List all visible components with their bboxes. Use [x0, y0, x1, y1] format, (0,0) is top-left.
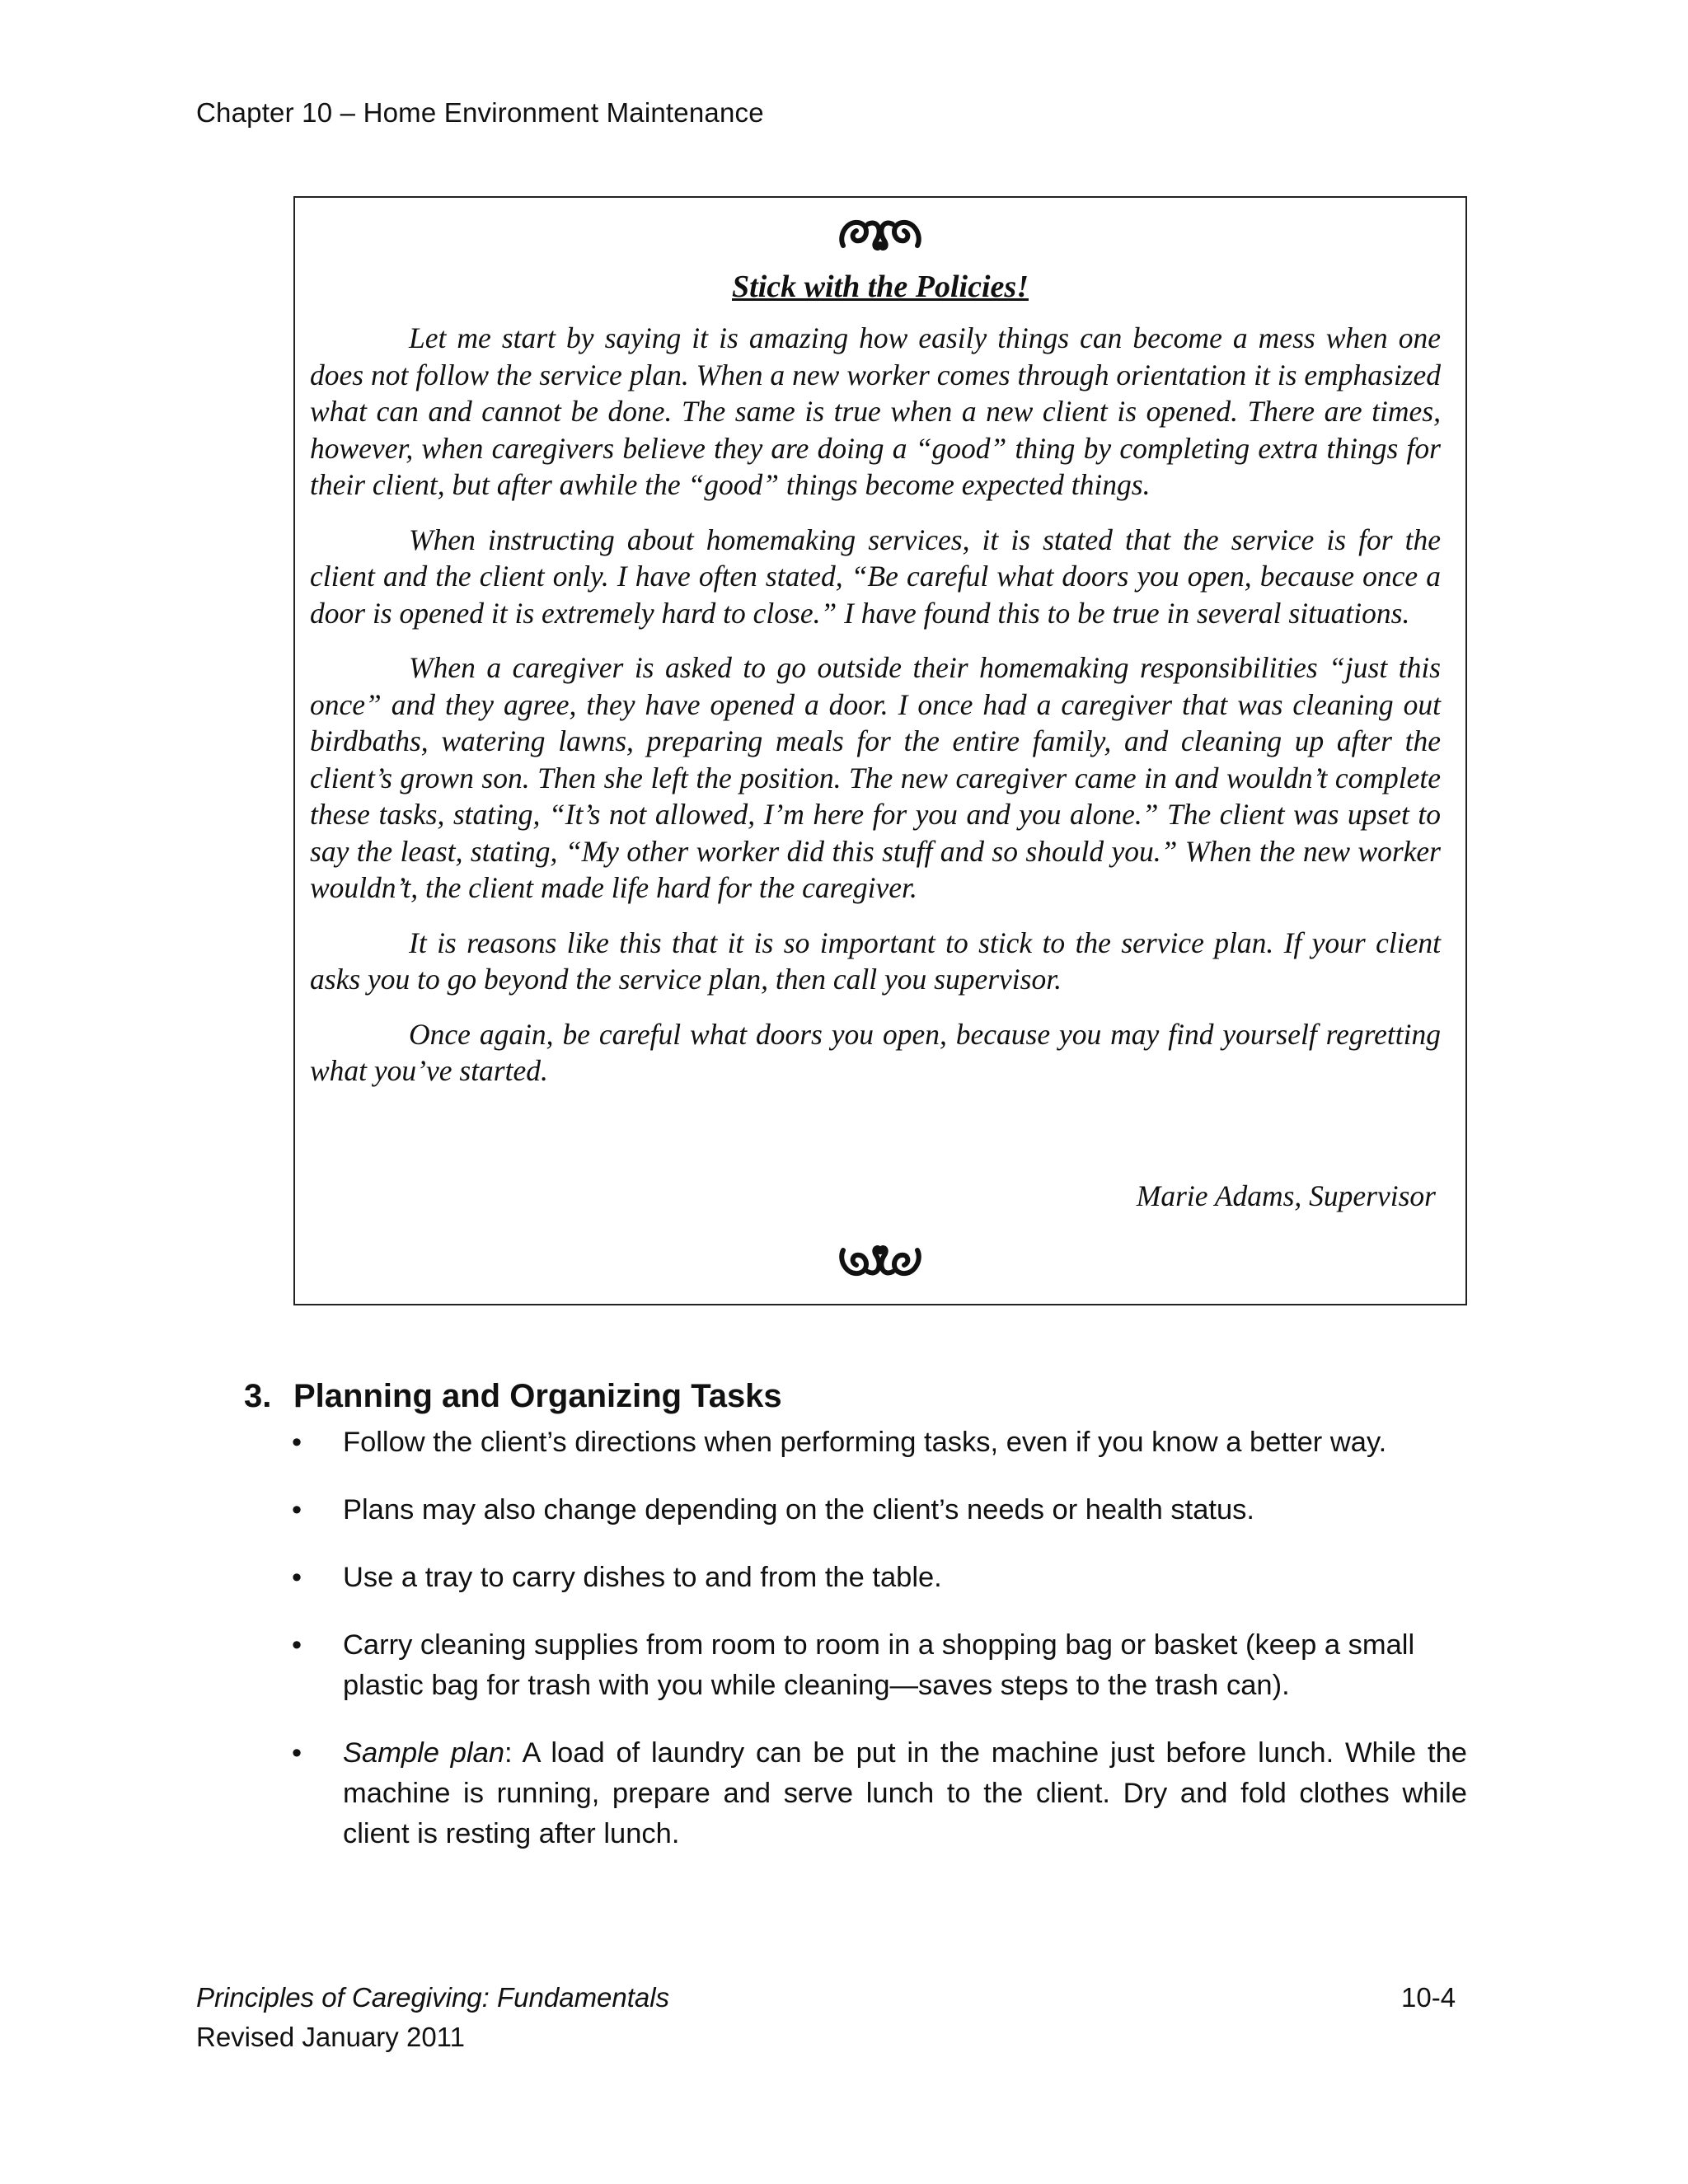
- story-paragraph: Once again, be careful what doors you open, because you may find yourself regretting what you’ve started.: [310, 1017, 1441, 1087]
- bullet-icon: •: [292, 1494, 302, 1526]
- list-item: [292, 1558, 1467, 1598]
- bullet-icon: •: [292, 1629, 302, 1661]
- fleuron-ornament-icon: [295, 1240, 1465, 1287]
- list-item: [292, 1490, 1467, 1530]
- story-body: [310, 320, 1441, 1108]
- story-paragraph: It is reasons like this that it is so important to stick to the service plan. If your client asks you to go beyond the service plan, then call you supervisor.: [310, 926, 1441, 996]
- section-title: Planning and Organizing Tasks: [293, 1378, 782, 1414]
- bullet-icon: •: [292, 1737, 302, 1769]
- list-item-text: Follow the client’s directions when performing tasks, even if you know a better way.: [343, 1427, 1387, 1458]
- story-paragraph: When instructing about homemaking services, it is stated that the service is for the client and the client only. I have often stated, “Be careful what doors you open, because once a door is opened it is extremely hard to close.” I have found this to be true in several situations.: [310, 523, 1441, 630]
- sample-plan-label: Sample plan: [343, 1737, 505, 1769]
- footer: [196, 1978, 669, 2057]
- story-signature: Marie Adams, Supervisor: [1136, 1179, 1436, 1212]
- fleuron-ornament-icon: [295, 213, 1465, 260]
- running-header: Chapter 10 – Home Environment Maintenance: [196, 97, 764, 128]
- list-item: [292, 1422, 1467, 1463]
- list-item-text: Use a tray to carry dishes to and from the table.: [343, 1562, 942, 1593]
- story-paragraph: When a caregiver is asked to go outside their homemaking responsibilities “just this once” and they agree, they have opened a door. I once had a caregiver that was cleaning out birdbaths, watering lawns, preparing meals for the entire family, and cleaning up after the client’s grown son. Then she left the position. The new caregiver came in and wouldn’t complete these tasks, stating, “It’s not allowed, I’m here for you and you alone.” The client was upset to say the least, stating, “My other worker did this stuff and so should you.” When the new worker wouldn’t, the client made life hard for the caregiver.: [310, 651, 1441, 904]
- section-number: 3.: [244, 1378, 272, 1414]
- section-heading: [244, 1378, 782, 1415]
- story-paragraph: Let me start by saying it is amazing how easily things can become a mess when one does not follow the service plan. When a new worker comes through orientation it is emphasized what can and cannot be done. The same is true when a new client is opened. There are times, however, when caregivers believe they are doing a “good” thing by completing extra things for their client, but after awhile the “good” things become expected things.: [310, 321, 1441, 501]
- story-title: Stick with the Policies!: [732, 269, 1029, 304]
- page-number: 10-4: [1401, 1982, 1456, 2013]
- list-item: [292, 1733, 1467, 1854]
- footer-revision: Revised January 2011: [196, 2022, 465, 2052]
- footer-title: Principles of Caregiving: Fundamentals: [196, 1982, 670, 2013]
- list-item-text: Carry cleaning supplies from room to room in a shopping bag or basket (keep a small plastic bag for trash with you while cleaning—saves steps to the trash can).: [343, 1629, 1415, 1701]
- bullet-icon: •: [292, 1427, 302, 1458]
- list-item-text: Plans may also change depending on the client’s needs or health status.: [343, 1494, 1255, 1526]
- bullet-list: [292, 1422, 1467, 1882]
- story-box: [293, 196, 1467, 1305]
- list-item: [292, 1625, 1467, 1706]
- sample-plan-text: : A load of laundry can be put in the machine just before lunch. While the machine is running, prepare and serve lunch to the client. Dry and fold clothes while client is resting after lunch.: [343, 1737, 1467, 1849]
- bullet-icon: •: [292, 1562, 302, 1593]
